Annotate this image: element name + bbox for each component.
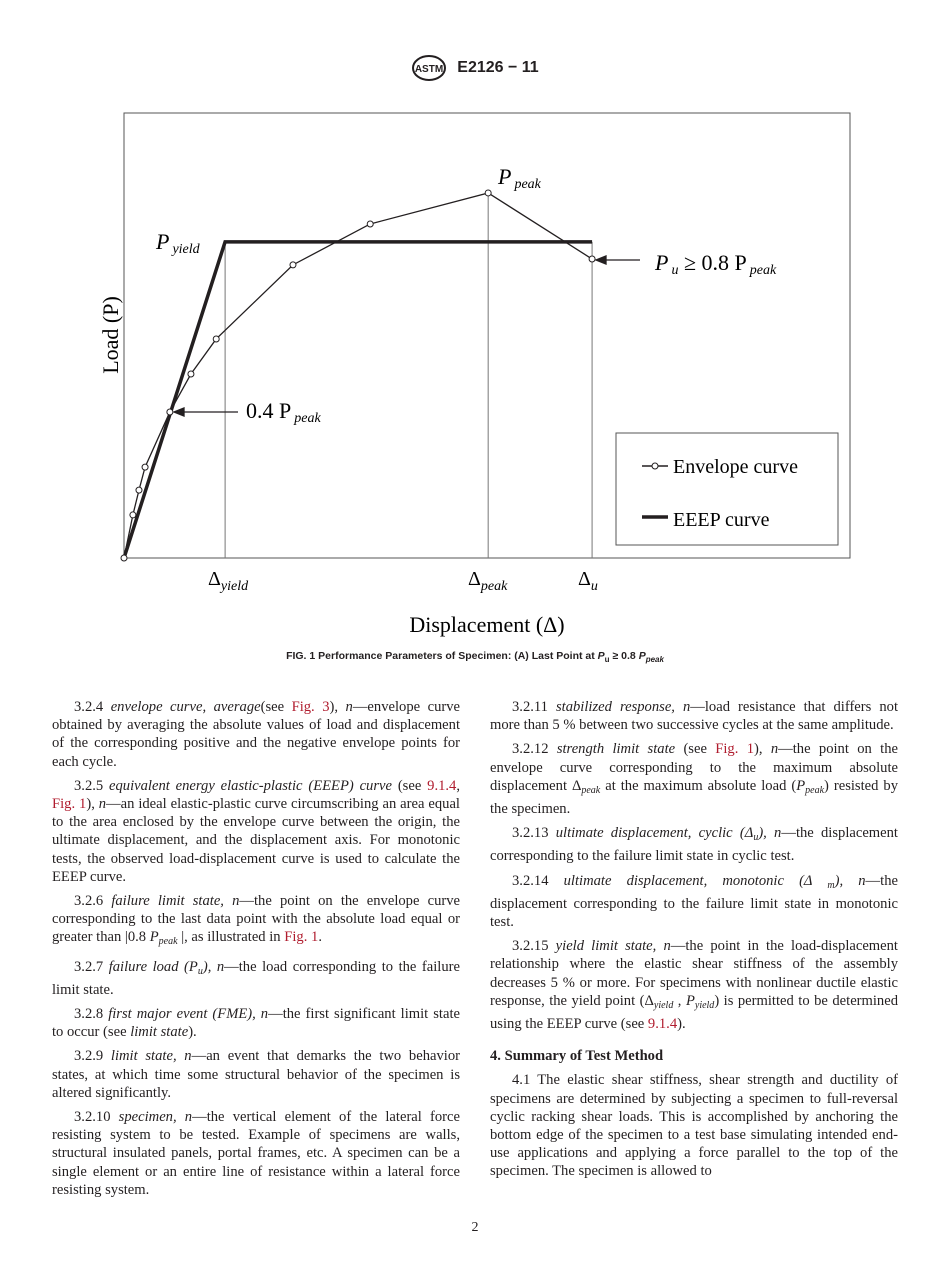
legend-envelope-label: Envelope curve xyxy=(673,456,798,478)
text-segment: 3.2.6 xyxy=(74,893,112,910)
definition-paragraph xyxy=(490,937,898,1033)
text-segment: u xyxy=(753,832,759,844)
text-segment: —the displacement corresponding to the failure limit state in monotonic test. xyxy=(490,872,898,931)
text-segment: ), n xyxy=(834,872,866,889)
text-segment: n xyxy=(345,699,353,715)
text-segment: ) is permitted to be determined using the EEEP curve (see xyxy=(490,992,899,1033)
envelope-point xyxy=(589,256,595,262)
legend xyxy=(616,433,838,545)
d-peak-label: $\Delta_{peak}$ xyxy=(468,568,508,594)
legend-eeep-label: EEEP curve xyxy=(673,509,770,531)
text-segment: specimen, n xyxy=(118,1109,193,1126)
definition-paragraph xyxy=(490,872,898,932)
envelope-point xyxy=(188,371,194,377)
text-segment: 3.2.15 xyxy=(512,938,556,955)
envelope-point xyxy=(290,262,296,268)
p04-label: 0.4 P peak xyxy=(246,398,321,426)
text-segment: 3.2.7 xyxy=(74,958,109,975)
text-segment: —the point in the load-displacement relationship where the elastic shear stiffness of the assembly decreases 5 % or more. For specimens with nonlinear ductile elastic response, the yield point (Δ xyxy=(490,938,898,1009)
text-segment: , xyxy=(456,777,460,794)
text-segment: m xyxy=(827,879,835,891)
p-peak-label: Ppeak xyxy=(498,164,541,192)
x-axis-label: Displacement (Δ) xyxy=(409,612,565,637)
envelope-point xyxy=(485,190,491,196)
text-segment: P xyxy=(796,777,806,794)
text-segment: 3.2.14 xyxy=(512,872,564,889)
text-segment: yield xyxy=(653,999,674,1011)
figure-link[interactable]: 9.1.4 xyxy=(427,777,457,794)
text-segment: (see xyxy=(675,741,716,758)
text-segment: . xyxy=(318,929,322,946)
text-segment: peak xyxy=(805,784,825,796)
figure-link[interactable]: Fig. 3 xyxy=(291,699,330,715)
envelope-point xyxy=(213,336,219,342)
envelope-point xyxy=(167,409,173,415)
text-segment: envelope curve, average xyxy=(110,699,261,715)
text-segment: ultimate displacement, monotonic (Δ xyxy=(563,872,828,889)
p-yield-label: Pyield xyxy=(156,229,200,257)
definition-paragraph xyxy=(52,698,460,771)
text-segment: failure limit state, n xyxy=(111,893,240,910)
envelope-point xyxy=(136,487,142,493)
text-segment: u xyxy=(197,965,203,977)
envelope-point xyxy=(130,512,136,518)
text-segment: failure load (P xyxy=(108,958,198,975)
figure-caption: FIG. 1 Performance Parameters of Specimen: (A) Last Point at $P_u \ge 0.8$ $P_{peak}$ xyxy=(286,650,664,665)
text-segment: —an ideal elastic-plastic curve circumscribing an area equal to the area enclosed by the envelope curve between the origin, the ultimate displacement, and the displacement axis. For monotonic tests, the observed load-displacement curve is used to calculate the EEEP curve. xyxy=(52,796,460,885)
text-segment: P xyxy=(685,992,695,1009)
text-segment: , xyxy=(673,992,686,1009)
text-segment: strength limit state xyxy=(556,741,676,758)
text-segment: (see xyxy=(260,699,292,715)
pu-arrowhead xyxy=(596,256,606,264)
text-segment: (see xyxy=(391,777,428,794)
text-segment: —load resistance that differs not more than 5 % between two successive cycles at the same amplitude. xyxy=(490,699,899,734)
definition-paragraph xyxy=(490,824,898,865)
text-segment: —the point on the envelope curve corresponding to the maximum absolute displacement Δ xyxy=(490,741,898,794)
text-segment: ), xyxy=(329,699,346,715)
text-segment: 3.2.5 xyxy=(74,777,110,794)
text-segment: 3.2.8 xyxy=(74,1006,109,1023)
pu-label: Pu ≥ 0.8 P peak xyxy=(655,250,777,278)
text-segment: |, as illustrated in xyxy=(177,929,285,946)
definition-paragraph xyxy=(52,1005,460,1041)
text-segment: 3.2.11 xyxy=(512,699,556,715)
figure-link[interactable]: Fig. 1 xyxy=(284,929,319,946)
figure-link[interactable]: 9.1.4 xyxy=(647,1016,678,1033)
text-segment: ), n xyxy=(758,825,782,842)
text-segment: n xyxy=(98,796,107,813)
definition-paragraph xyxy=(490,740,898,818)
text-segment: ) resisted by the specimen. xyxy=(490,777,898,818)
text-segment: stabilized response, n xyxy=(555,699,691,715)
right-column xyxy=(490,698,898,1187)
definition-paragraph xyxy=(52,892,460,952)
text-segment: —an event that demarks the two behavior states, at which time some structural behavior of the specimen is altered significantly. xyxy=(52,1048,460,1101)
text-segment: first major event (FME), n xyxy=(108,1006,269,1023)
text-segment: n xyxy=(770,741,779,758)
text-segment: 4.1 The elastic shear stiffness, shear strength and ductility of specimens are determined by subjecting a specimen to full-reversal cyclic racking shear loads. This is accomplished by anchoring the bottom edge of the specimen to a test base simulating intended end-use applications and applying a force parallel to the top of the specimen. The specimen is allowed to xyxy=(490,1072,898,1180)
text-segment: equivalent energy elastic-plastic (EEEP) curve xyxy=(109,777,392,794)
d-yield-label: $\Delta_{yield}$ xyxy=(208,568,249,594)
text-segment: yield xyxy=(694,999,715,1011)
envelope-point xyxy=(142,464,148,470)
text-segment: —envelope curve obtained by averaging the absolute values of load and displacement of the corresponding positive and the negative envelope points for each cycle. xyxy=(52,699,460,770)
text-segment: ). xyxy=(677,1016,686,1033)
p04-arrowhead xyxy=(174,408,184,416)
arrows xyxy=(174,256,640,416)
text-segment: ultimate displacement, cyclic (Δ xyxy=(555,825,754,842)
section-paragraph xyxy=(490,1071,898,1180)
d-u-label: $\Delta_u$ xyxy=(578,568,598,594)
text-segment: ), xyxy=(86,796,99,813)
text-segment: at the maximum absolute load ( xyxy=(600,777,797,794)
definition-paragraph xyxy=(52,1108,460,1199)
text-segment: ), xyxy=(754,741,771,758)
figure-link[interactable]: Fig. 1 xyxy=(715,741,755,758)
text-segment: P xyxy=(149,929,159,946)
text-segment: limit state, n xyxy=(110,1048,192,1065)
text-segment: —the first significant limit state to occur (see xyxy=(52,1006,460,1041)
svg-text:ASTM: ASTM xyxy=(415,64,444,75)
text-segment: yield limit state, n xyxy=(555,938,671,955)
text-segment: 3.2.4 xyxy=(74,699,111,715)
figure-link[interactable]: Fig. 1 xyxy=(52,796,87,813)
eeep-curve-line xyxy=(124,242,592,558)
text-segment: —the displacement corresponding to the failure limit state in cyclic test. xyxy=(490,825,898,865)
text-segment: 3.2.13 xyxy=(512,825,556,842)
text-segment: 3.2.12 xyxy=(512,741,557,758)
definition-paragraph xyxy=(52,958,460,999)
text-segment: ). xyxy=(188,1024,197,1041)
text-segment: —the vertical element of the lateral force resisting system to be tested. Example of specimens are walls, structural insulated panels, portal frames, etc. A specimen can be a single element or an entire line of resistance within a lateral force resisting system. xyxy=(52,1109,460,1198)
standard-code: E2126 − 11 xyxy=(457,59,539,76)
text-segment: —the load corresponding to the failure limit state. xyxy=(52,958,460,998)
section-heading: 4. Summary of Test Method xyxy=(490,1048,664,1065)
text-segment: peak xyxy=(158,936,178,948)
definition-paragraph xyxy=(490,698,898,734)
text-segment: 3.2.10 xyxy=(74,1109,119,1126)
text-segment: —the point on the envelope curve corresponding to the last data point with the absolute load equal or greater than |0.8 xyxy=(52,893,460,946)
envelope-point xyxy=(367,221,373,227)
y-axis-label: Load (P) xyxy=(98,296,123,374)
text-segment: peak xyxy=(581,784,601,796)
envelope-point xyxy=(121,555,127,561)
text-segment: ), n xyxy=(202,958,225,975)
page-number: 2 xyxy=(471,1220,479,1235)
left-column xyxy=(52,698,460,1205)
text-segment: 3.2.9 xyxy=(74,1048,111,1065)
text-segment: limit state xyxy=(130,1024,189,1041)
definition-paragraph xyxy=(52,1047,460,1102)
definition-paragraph xyxy=(52,777,460,886)
